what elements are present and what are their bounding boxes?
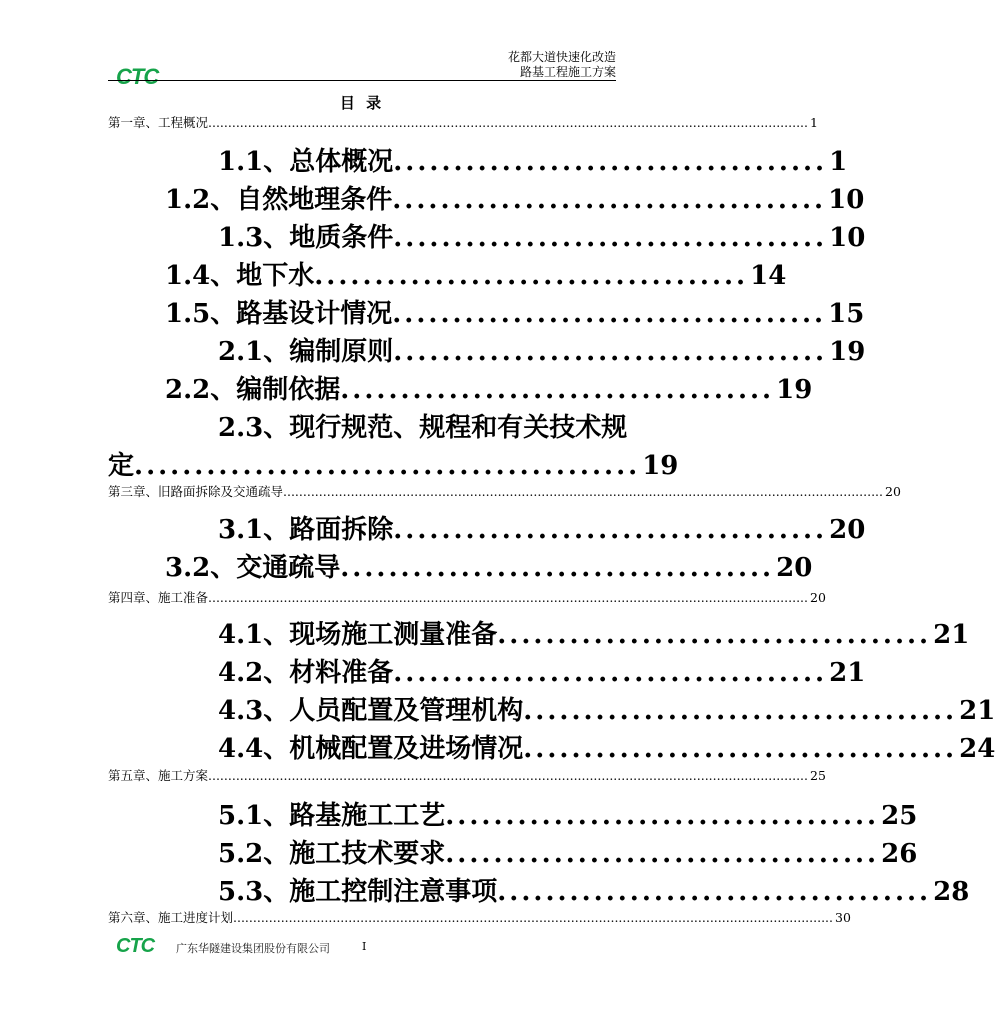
company-logo: CTC [116,64,159,89]
toc-entry-text: 4.2、材料准备 [218,658,394,688]
toc-entry-text: 5.1、路基施工工艺 [218,801,446,831]
dot-leader: ....................................................................................................................................................... [233,910,833,925]
dot-leader: ....................................................................................................................................................... [208,768,808,783]
toc-entry-chapter-3[interactable] [108,483,901,501]
header-divider [108,80,616,81]
footer-logo: CTC [116,935,155,957]
dot-leader: .......................................... [134,451,641,481]
footer-company-name: 广东华隧建设集团股份有限公司 [176,942,330,955]
toc-entry-text: 第四章、施工准备 [108,590,209,605]
toc-entry-page: 15 [828,299,865,329]
dot-leader: .................................... [392,299,827,329]
toc-entry-page: 21 [829,658,866,688]
dot-leader: .................................... [393,658,828,688]
dot-leader: .................................... [523,734,958,764]
toc-entry-page: 10 [829,223,866,253]
toc-entry-4-4[interactable] [218,731,995,767]
toc-entry-page: 1 [810,115,818,130]
toc-entry-5-2[interactable] [218,836,918,872]
dot-leader: .................................... [392,185,827,215]
dot-leader: .................................... [445,801,880,831]
toc-entry-2-3-continued[interactable] [108,448,679,484]
dot-leader: .................................... [340,553,775,583]
toc-entry-1-3[interactable] [218,220,866,256]
toc-entry-page: 19 [776,375,813,405]
toc-entry-5-1[interactable] [218,798,918,834]
toc-entry-chapter-5[interactable] [108,767,826,785]
toc-entry-5-3[interactable] [218,874,970,910]
header-line-2: 路基工程施工方案 [519,65,616,79]
toc-entry-page: 20 [776,553,813,583]
toc-entry-page: 21 [933,620,970,650]
page-footer [108,934,616,958]
dot-leader: .................................... [445,839,880,869]
toc-entry-2-2[interactable] [165,372,813,408]
toc-entry-chapter-1[interactable] [108,114,818,132]
dot-leader: ....................................................................................................................................................... [283,484,883,499]
toc-entry-text: 第五章、施工方案 [108,768,209,783]
header-project-title [508,50,616,80]
toc-entry-page: 14 [750,261,787,291]
toc-entry-1-5[interactable] [165,296,865,332]
dot-leader: .................................... [393,223,828,253]
toc-title: 目 录 [339,94,385,112]
dot-leader: .................................... [497,877,932,907]
toc-entry-chapter-4[interactable] [108,589,826,607]
dot-leader: .................................... [393,515,828,545]
toc-entry-3-2[interactable] [165,550,813,586]
toc-entry-text: 2.3、现行规范、规程和有关技术规 [218,413,628,443]
toc-entry-1-1[interactable] [218,144,848,180]
toc-entry-2-1[interactable] [218,334,866,370]
toc-entry-text: 4.3、人员配置及管理机构 [218,696,524,726]
toc-entry-text: 5.2、施工技术要求 [218,839,446,869]
toc-entry-text: 1.3、地质条件 [218,223,394,253]
dot-leader: .................................... [393,147,828,177]
toc-entry-text: 1.5、路基设计情况 [165,299,393,329]
toc-entry-page: 30 [835,910,851,925]
toc-entry-text: 1.2、自然地理条件 [165,185,393,215]
toc-entry-4-2[interactable] [218,655,866,691]
toc-entry-page: 26 [881,839,918,869]
toc-entry-page: 28 [933,877,970,907]
dot-leader: .................................... [523,696,958,726]
toc-entry-text: 5.3、施工控制注意事项 [218,877,498,907]
toc-entry-page: 20 [829,515,866,545]
toc-entry-text: 1.4、地下水 [165,261,315,291]
header-line-1: 花都大道快速化改造 [507,50,616,64]
dot-leader: .................................... [314,261,749,291]
toc-entry-text: 4.4、机械配置及进场情况 [218,734,524,764]
toc-entry-page: 24 [959,734,995,764]
toc-entry-page: 1 [829,147,848,177]
toc-entry-page: 20 [885,484,901,499]
toc-entry-page: 19 [642,451,679,481]
dot-leader: .................................... [393,337,828,367]
toc-entry-1-4[interactable] [165,258,787,294]
toc-entry-text: 2.2、编制依据 [165,375,341,405]
toc-entry-text: 2.1、编制原则 [218,337,394,367]
toc-entry-3-1[interactable] [218,512,866,548]
toc-entry-page: 19 [829,337,866,367]
dot-leader: ....................................................................................................................................................... [208,590,808,605]
toc-entry-text: 1.1、总体概况 [218,147,394,177]
page-header [108,50,616,89]
dot-leader: ....................................................................................................................................................... [208,115,808,130]
toc-entry-page: 25 [881,801,918,831]
footer-page-number: I [362,940,367,953]
toc-entry-text-continued: 定 [108,451,135,481]
toc-entry-text: 3.2、交通疏导 [165,553,341,583]
toc-entry-text: 4.1、现场施工测量准备 [218,620,498,650]
toc-entry-page: 25 [810,768,826,783]
toc-entry-2-3[interactable] [218,410,628,446]
toc-entry-text: 3.1、路面拆除 [218,515,394,545]
toc-entry-text: 第一章、工程概况 [108,115,209,130]
toc-entry-text: 第六章、施工进度计划 [108,910,234,925]
toc-entry-1-2[interactable] [165,182,865,218]
dot-leader: .................................... [497,620,932,650]
toc-entry-page: 21 [959,696,995,726]
dot-leader: .................................... [340,375,775,405]
toc-entry-4-1[interactable] [218,617,970,653]
toc-entry-page: 10 [828,185,865,215]
toc-entry-4-3[interactable] [218,693,995,729]
toc-entry-page: 20 [810,590,826,605]
toc-entry-text: 第三章、旧路面拆除及交通疏导 [108,484,284,499]
toc-entry-chapter-6[interactable] [108,909,851,927]
